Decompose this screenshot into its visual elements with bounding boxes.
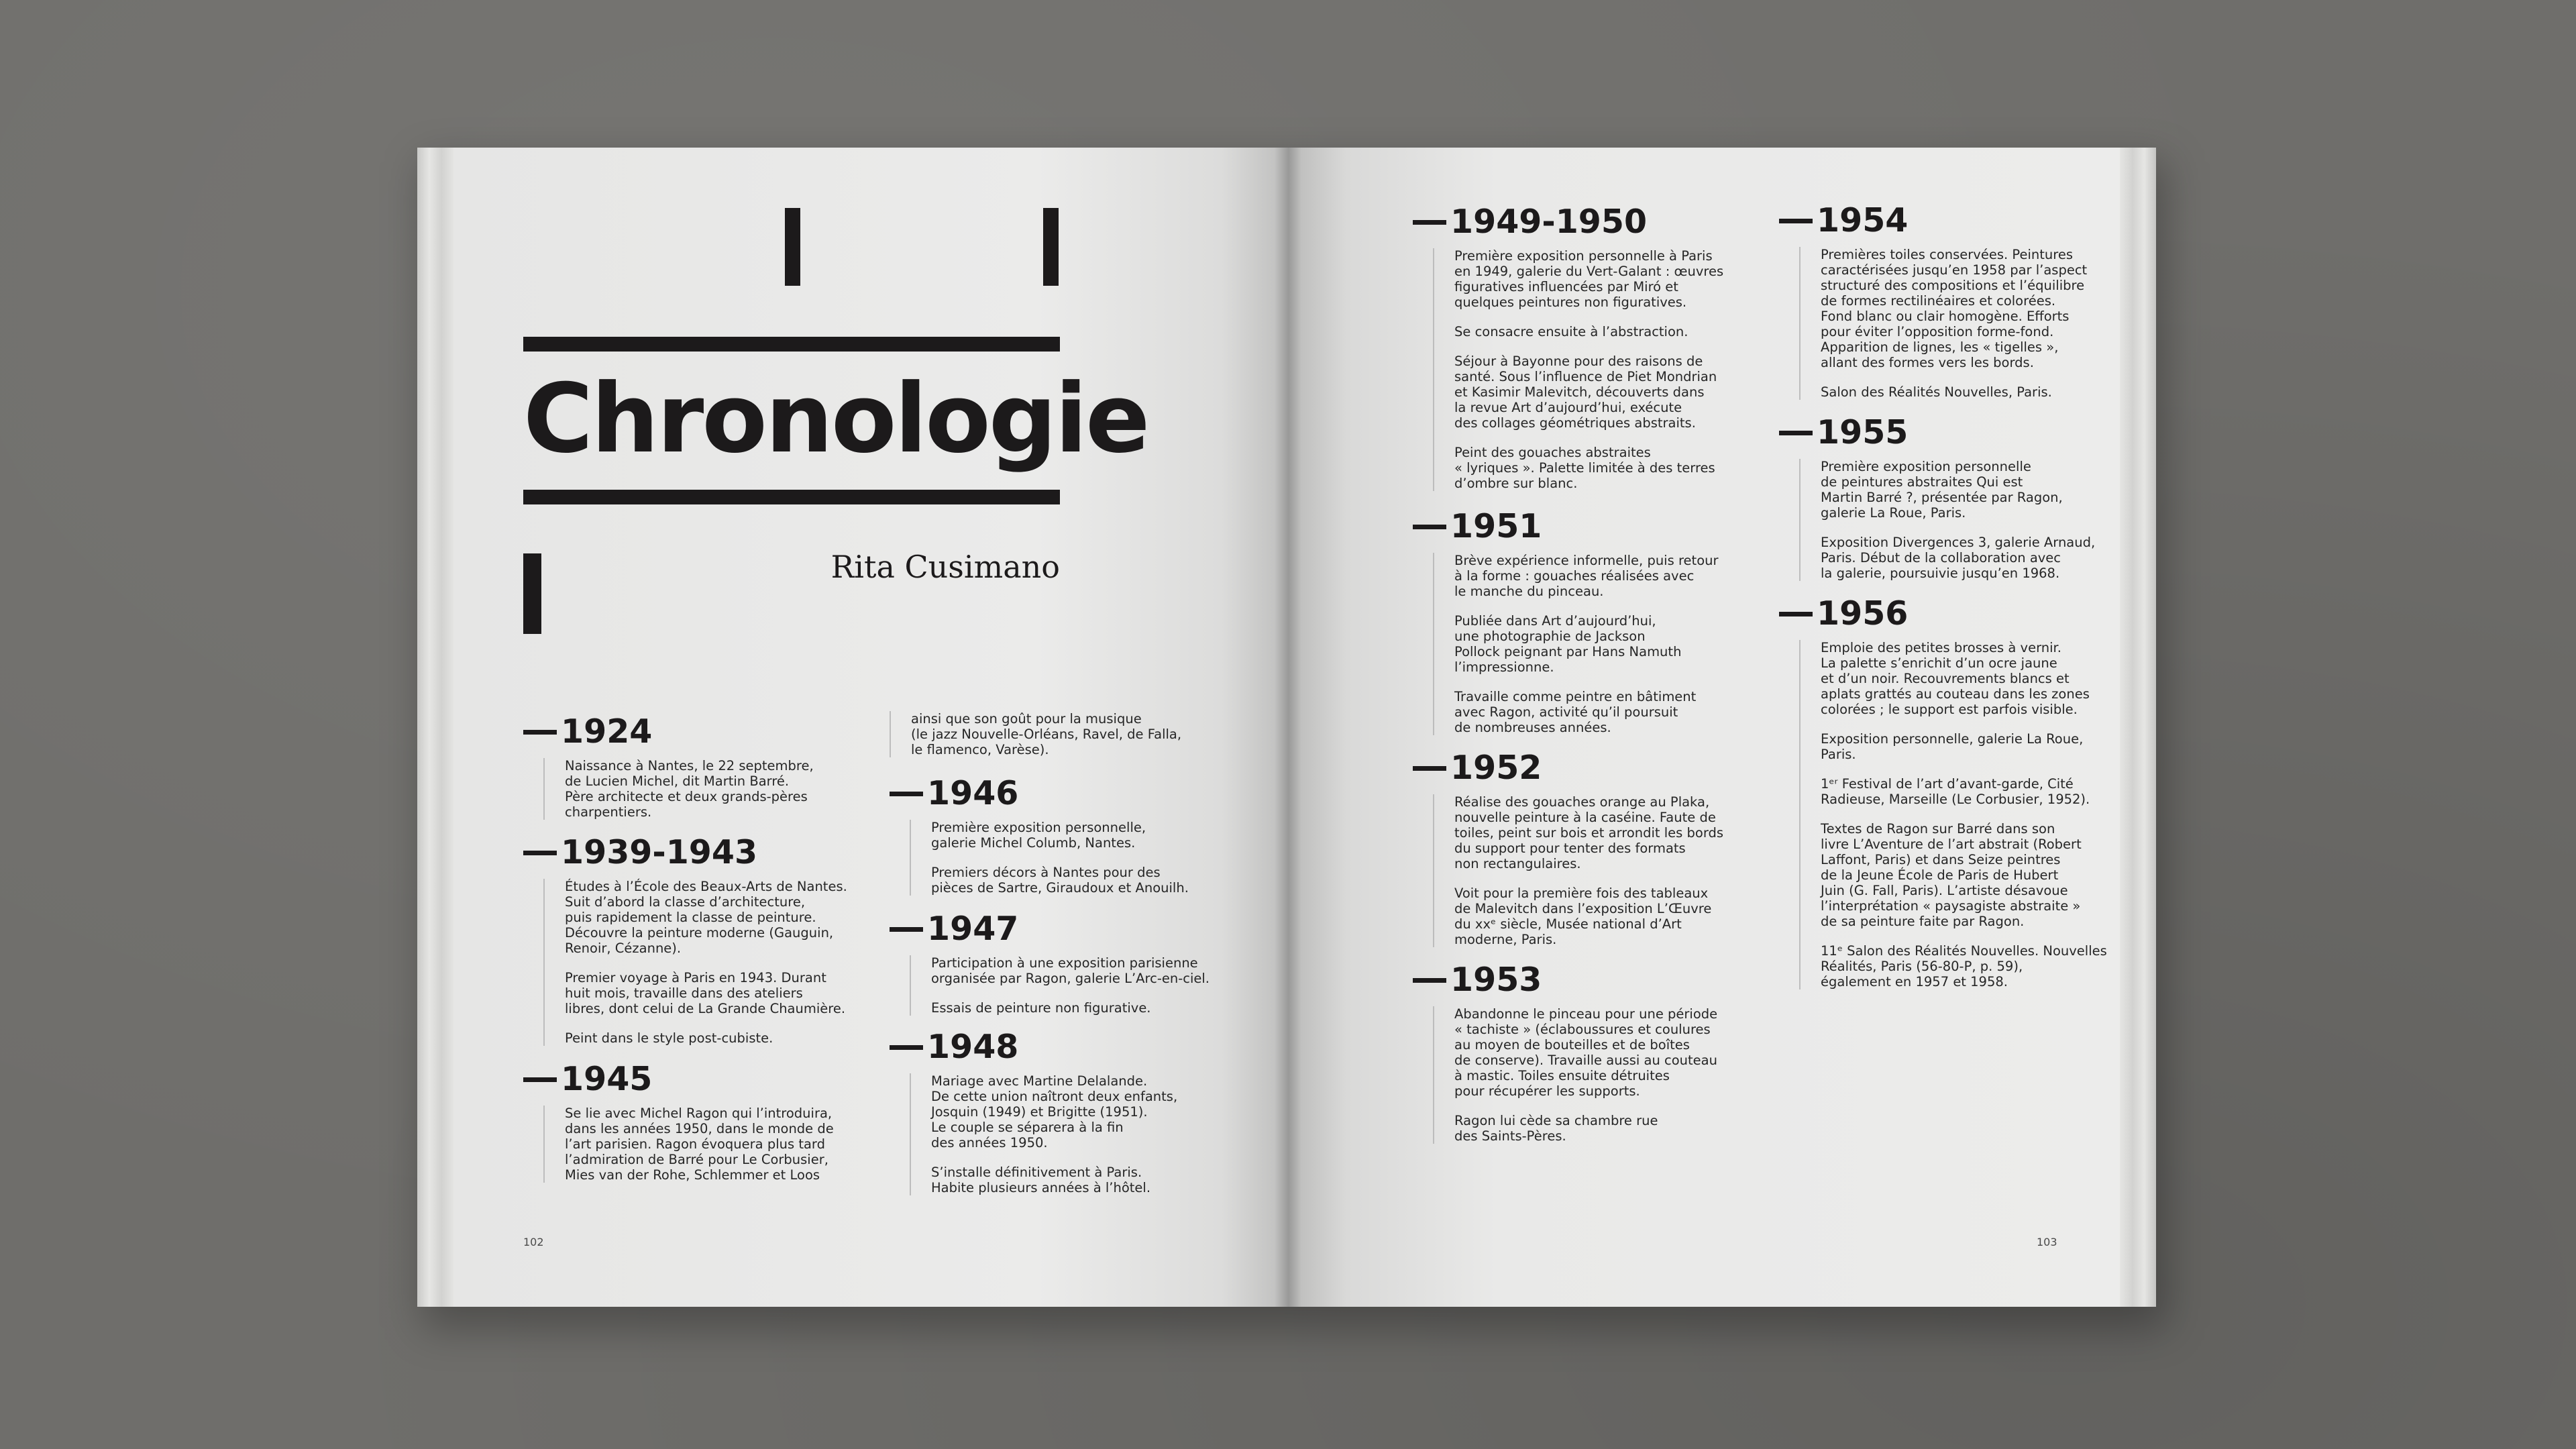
entry-1956 bbox=[1779, 593, 2107, 989]
decor-bar-horizontal-top bbox=[523, 337, 1060, 352]
page-number-left: 102 bbox=[523, 1236, 544, 1248]
entry-year: 1924 bbox=[523, 711, 814, 753]
entry-1947 bbox=[890, 908, 1210, 1016]
entry-paragraph: Peint des gouaches abstraites « lyriques ». Palette limitée à des terres d’ombre sur blanc. bbox=[1454, 445, 1715, 491]
entry-1945 bbox=[523, 1059, 834, 1183]
entry-body bbox=[910, 1073, 1177, 1195]
entry-paragraph: Naissance à Nantes, le 22 septembre, de Lucien Michel, dit Martin Barré. Père architecte et deux grands-pères charpentiers. bbox=[565, 758, 814, 820]
decor-bar-vertical-2 bbox=[1043, 208, 1059, 286]
entry-paragraph: Première exposition personnelle, galerie Michel Columb, Nantes. bbox=[931, 820, 1146, 851]
entry-paragraph: Premiers décors à Nantes pour des pièces de Sartre, Giraudoux et Anouilh. bbox=[931, 865, 1189, 896]
entry-year: 1953 bbox=[1413, 959, 1717, 1001]
entry-body bbox=[910, 955, 1210, 1016]
entry-paragraph: Emploie des petites brosses à vernir. La palette s’enrichit d’un ocre jaune et d’un noir. Recouvrements blancs et aplats grattés au couteau dans les zones colorées ; le support est parfois visible. bbox=[1821, 640, 2090, 717]
dash-mark bbox=[523, 1077, 557, 1082]
continued-paragraph: ainsi que son goût pour la musique (le jazz Nouvelle-Orléans, Ravel, de Falla, le flamenco, Varèse). bbox=[890, 711, 1181, 757]
entry-1924 bbox=[523, 711, 814, 820]
decor-bar-vertical-1 bbox=[785, 208, 800, 286]
entry-paragraph: Salon des Réalités Nouvelles, Paris. bbox=[1821, 384, 2052, 400]
entry-body bbox=[1433, 248, 1723, 491]
entry-1949-1950 bbox=[1413, 201, 1723, 491]
entry-paragraph: Travaille comme peintre en bâtiment avec Ragon, activité qu’il poursuit de nombreuses années. bbox=[1454, 689, 1697, 735]
entry-body bbox=[543, 879, 847, 1046]
entry-paragraph: 11ᵉ Salon des Réalités Nouvelles. Nouvelles Réalités, Paris (56-80-P, p. 59), également en 1957 et 1958. bbox=[1821, 943, 2107, 989]
entry-1953 bbox=[1413, 959, 1717, 1144]
entry-1939-1943 bbox=[523, 832, 847, 1046]
entry-paragraph: Peint dans le style post-cubiste. bbox=[565, 1030, 773, 1046]
entry-year: 1947 bbox=[890, 908, 1210, 950]
entry-year: 1948 bbox=[890, 1026, 1177, 1068]
entry-paragraph: Séjour à Bayonne pour des raisons de santé. Sous l’influence de Piet Mondrian et Kasimir Malevitch, découverts dans la revue Art d’aujourd’hui, exécute des collages géométriques abstraits. bbox=[1454, 354, 1717, 431]
entry-year: 1939-1943 bbox=[523, 832, 847, 873]
dash-mark bbox=[1413, 525, 1446, 529]
dash-mark bbox=[1779, 219, 1813, 223]
page-number-right: 103 bbox=[2037, 1236, 2057, 1248]
page-stack-left bbox=[417, 148, 458, 1307]
dash-mark bbox=[1779, 431, 1813, 435]
entry-paragraph: Réalise des gouaches orange au Plaka, nouvelle peinture à la caséine. Faute de toiles, peint sur bois et arrondit les bords du support pour tenter des formats non rectangulaires. bbox=[1454, 794, 1724, 871]
entry-paragraph: Publiée dans Art d’aujourd’hui, une photographie de Jackson Pollock peignant par Hans Namuth l’impressionne. bbox=[1454, 613, 1682, 675]
entry-1952 bbox=[1413, 747, 1723, 947]
dash-mark bbox=[523, 851, 557, 855]
entry-paragraph: Voit pour la première fois des tableaux de Malevitch dans l’exposition L’Œuvre du xxᵉ siècle, Musée national d’Art moderne, Paris. bbox=[1454, 885, 1712, 947]
entry-body bbox=[543, 1106, 834, 1183]
entry-paragraph: 1ᵉʳ Festival de l’art d’avant-garde, Cité Radieuse, Marseille (Le Corbusier, 1952). bbox=[1821, 776, 2090, 807]
entry-year: 1946 bbox=[890, 773, 1189, 814]
entry-year: 1955 bbox=[1779, 412, 2095, 453]
entry-1955 bbox=[1779, 412, 2095, 581]
entry-year: 1956 bbox=[1779, 593, 2107, 635]
author-name: Rita Cusimano bbox=[830, 549, 1060, 585]
entry-paragraph: Participation à une exposition parisienne organisée par Ragon, galerie L’Arc-en-ciel. bbox=[931, 955, 1210, 986]
entry-paragraph: Se consacre ensuite à l’abstraction. bbox=[1454, 324, 1688, 339]
entry-body bbox=[1433, 1006, 1717, 1144]
entry-body bbox=[1799, 640, 2107, 989]
entry-paragraph: Études à l’École des Beaux-Arts de Nantes. Suit d’abord la classe d’architecture, puis rapidement la classe de peinture. Découvre la peinture moderne (Gauguin, Renoir, Cézanne). bbox=[565, 879, 847, 956]
dash-mark bbox=[1413, 766, 1446, 771]
entry-paragraph: Exposition personnelle, galerie La Roue, Paris. bbox=[1821, 731, 2084, 762]
entry-paragraph: Premières toiles conservées. Peintures caractérisées jusqu’en 1958 par l’aspect structuré des compositions et l’équilibre de formes rectilinéaires et colorées. Fond blanc ou clair homogène. Efforts pour éviter l’opposition forme-fond. Apparition de lignes, les « tigelles », allant des formes vers les bords. bbox=[1821, 247, 2088, 370]
entry-body bbox=[910, 820, 1189, 896]
dash-mark bbox=[523, 730, 557, 735]
entry-paragraph: S’installe définitivement à Paris. Habite plusieurs années à l’hôtel. bbox=[931, 1165, 1151, 1195]
book-gutter bbox=[1275, 148, 1301, 1307]
entry-body bbox=[1799, 247, 2087, 400]
entry-1946 bbox=[890, 773, 1189, 896]
dash-mark bbox=[890, 792, 923, 796]
entry-body bbox=[543, 758, 814, 820]
page-stack-right bbox=[2117, 148, 2156, 1307]
decor-bar-horizontal-bottom bbox=[523, 490, 1060, 504]
dash-mark bbox=[1413, 978, 1446, 983]
entry-year: 1952 bbox=[1413, 747, 1723, 789]
entry-1948 bbox=[890, 1026, 1177, 1195]
entry-paragraph: Exposition Divergences 3, galerie Arnaud, Paris. Début de la collaboration avec la galerie, poursuivie jusqu’en 1968. bbox=[1821, 535, 2096, 581]
entry-body bbox=[1433, 553, 1719, 735]
entry-paragraph: Essais de peinture non figurative. bbox=[931, 1000, 1151, 1016]
entry-body bbox=[1799, 459, 2095, 581]
entry-year: 1945 bbox=[523, 1059, 834, 1100]
entry-body bbox=[1433, 794, 1723, 947]
dash-mark bbox=[1413, 220, 1446, 225]
entry-paragraph: Brève expérience informelle, puis retour à la forme : gouaches réalisées avec le manche du pinceau. bbox=[1454, 553, 1719, 599]
entry-paragraph: Ragon lui cède sa chambre rue des Saints-Pères. bbox=[1454, 1113, 1658, 1144]
dash-mark bbox=[890, 1045, 923, 1050]
entry-year: 1951 bbox=[1413, 506, 1719, 547]
entry-paragraph: Première exposition personnelle à Paris en 1949, galerie du Vert-Galant : œuvres figuratives influencées par Miró et quelques peintures non figuratives. bbox=[1454, 248, 1724, 310]
entry-paragraph: Première exposition personnelle de peintures abstraites Qui est Martin Barré ?, présentée par Ragon, galerie La Roue, Paris. bbox=[1821, 459, 2063, 521]
entry-year: 1949-1950 bbox=[1413, 201, 1723, 243]
decor-bar-vertical-3 bbox=[523, 553, 541, 634]
page-title: Chronologie bbox=[523, 364, 1148, 474]
dash-mark bbox=[890, 927, 923, 932]
entry-year: 1954 bbox=[1779, 200, 2087, 241]
entry-1954 bbox=[1779, 200, 2087, 400]
dash-mark bbox=[1779, 612, 1813, 616]
entry-paragraph: Premier voyage à Paris en 1943. Durant huit mois, travaille dans des ateliers libres, dont celui de La Grande Chaumière. bbox=[565, 970, 846, 1016]
entry-1951 bbox=[1413, 506, 1719, 735]
entry-paragraph: Textes de Ragon sur Barré dans son livre L’Aventure de l’art abstrait (Robert Laffont, Paris) et dans Seize peintres de la Jeune École de Paris de Hubert Juin (G. Fall, Paris). L’artiste désavoue l’interprétation « paysagiste abstraite » de sa peinture faite par Ragon. bbox=[1821, 821, 2082, 929]
entry-paragraph: Se lie avec Michel Ragon qui l’introduira, dans les années 1950, dans le monde de l’art parisien. Ragon évoquera plus tard l’admiration de Barré pour Le Corbusier, Mies van der Rohe, Schlemmer et Loos bbox=[565, 1106, 834, 1183]
entry-paragraph: Abandonne le pinceau pour une période « tachiste » (éclaboussures et coulures au moyen de bouteilles et de boîtes de conserve). Travaille aussi au couteau à mastic. Toiles ensuite détruites pour récupérer les supports. bbox=[1454, 1006, 1718, 1099]
entry-paragraph: Mariage avec Martine Delalande. De cette union naîtront deux enfants, Josquin (1949) et Brigitte (1951). Le couple se séparera à la fin des années 1950. bbox=[931, 1073, 1178, 1150]
